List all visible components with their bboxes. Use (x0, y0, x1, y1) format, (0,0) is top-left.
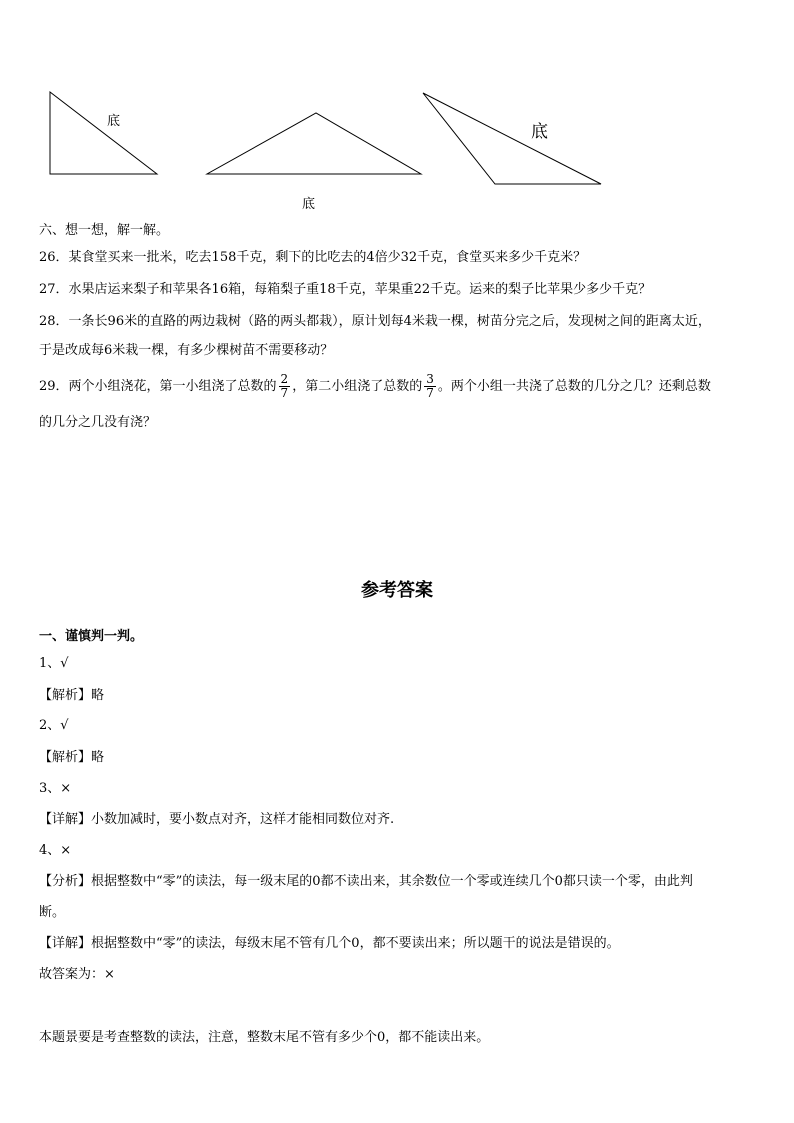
answer-3: 3、× (39, 781, 72, 796)
answer-4-analysis-line2: 断。 (39, 905, 66, 920)
answers-section1-heading: 一、谨慎判一判。 (39, 629, 144, 644)
answer-4-summary: 本题景要是考查整数的读法，注意，整数末尾不管有多少个0，都不能读出来。 (39, 1030, 490, 1045)
answer-3-note: 【详解】小数加减时，要小数点对齐，这样才能相同数位对齐. (39, 812, 395, 827)
answer-4-result: 故答案为：× (39, 967, 115, 982)
section6-heading: 六、想一想，解一解。 (39, 223, 170, 238)
fraction-2-7 (279, 373, 291, 400)
fraction-denominator: 7 (426, 386, 434, 400)
question-29-part-b: ，第二小组浇了总数的 (292, 379, 423, 394)
answers-title: 参考答案 (361, 580, 433, 601)
obtuse-triangle-middle (207, 113, 421, 174)
question-26: 26．某食堂买来一批米，吃去158千克，剩下的比吃去的4倍少32千克，食堂买来多少千克米？ (39, 250, 587, 265)
answer-4-analysis-line1: 【分析】根据整数中“零”的读法，每一级末尾的0都不读出来，其余数位一个零或连续几个0都只读一个零，由此判 (39, 874, 693, 889)
triangle2-base-label: 底 (302, 197, 316, 212)
fraction-3-7 (424, 373, 436, 400)
right-triangle (50, 92, 157, 174)
answer-4-detail: 【详解】根据整数中“零”的读法，每级末尾不管有几个0，都不要读出来；所以题干的说法是错误的。 (39, 936, 620, 951)
question-28-line1: 28．一条长96米的直路的两边栽树（路的两头都栽），原计划每4米栽一棵，树苗分完之后，发现树之间的距离太近， (39, 314, 711, 329)
question-28-line2: 于是改成每6米栽一棵，有多少棵树苗不需要移动？ (39, 343, 334, 358)
answer-1: 1、√ (39, 656, 69, 671)
question-29-part-a: 29．两个小组浇花，第一小组浇了总数的 (39, 379, 277, 394)
fraction-numerator: 3 (426, 372, 434, 386)
question-27: 27．水果店运来梨子和苹果各16箱，每箱梨子重18千克，苹果重22千克。运来的梨子比苹果少多少千克？ (39, 282, 652, 297)
answer-4: 4、× (39, 843, 72, 858)
answer-2-note: 【解析】略 (39, 750, 105, 765)
answer-1-note: 【解析】略 (39, 688, 105, 703)
question-29-line2: 的几分之几没有浇？ (39, 415, 157, 430)
triangle3-base-label: 底 (531, 122, 548, 142)
question-29-part-c: 。两个小组一共浇了总数的几分之几？还剩总数 (437, 379, 711, 394)
triangle1-base-label: 底 (107, 114, 121, 129)
question-29-line1 (39, 372, 711, 402)
fraction-numerator: 2 (280, 372, 289, 386)
obtuse-triangle-right (423, 93, 601, 184)
fraction-denominator: 7 (280, 386, 289, 400)
answer-2: 2、√ (39, 718, 69, 733)
